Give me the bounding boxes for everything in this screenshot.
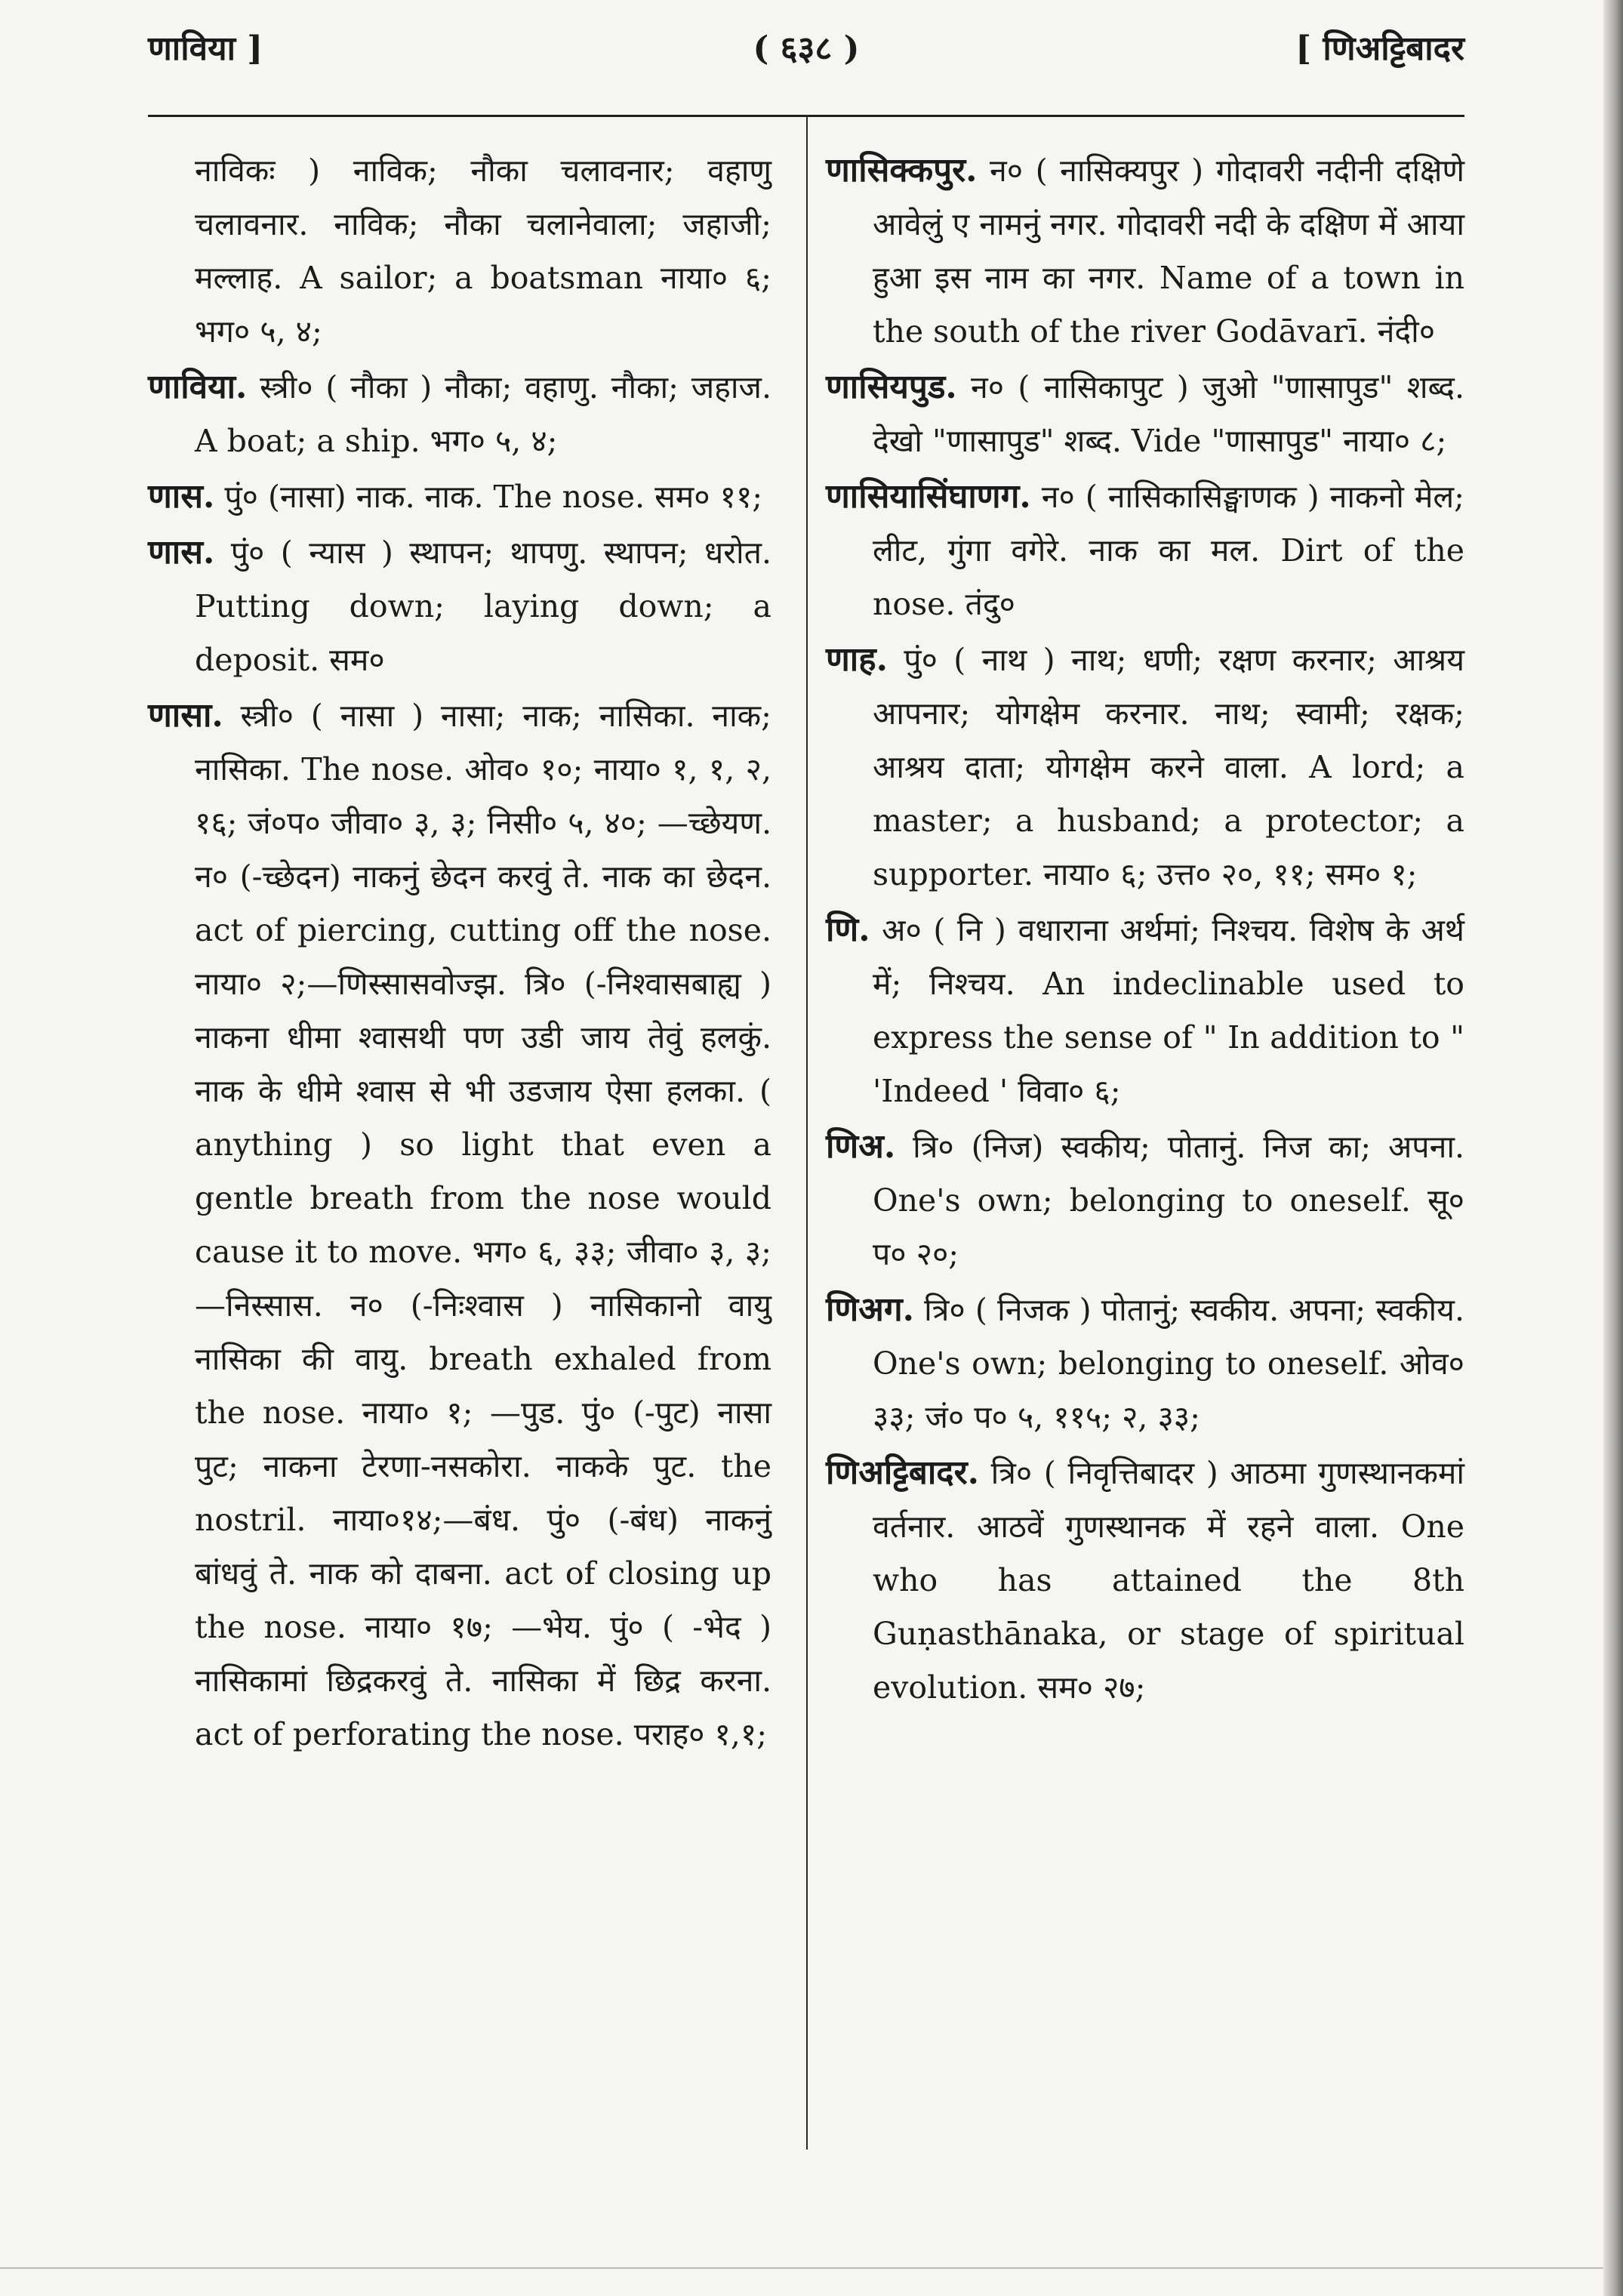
entry-headword: णाविया. — [148, 368, 248, 406]
entry-text: न० ( नासिक्यपुर ) गोदावरी नदीनी दक्षिणे आवेलुं ए नामनुं नगर. गोदावरी नदी के दक्षिण में आया हुआ इस नाम का नगर. Name of a town in the south of the river Godāvarī. नंदी० — [873, 153, 1464, 350]
dictionary-entry — [148, 689, 771, 1761]
entry-text: पुं० (नासा) नाक. नाक. The nose. सम० ११; — [224, 479, 763, 515]
dictionary-entry — [148, 470, 771, 524]
entry-text: त्रि० ( निजक ) पोतानुं; स्वकीय. अपना; स्वकीय. One's own; belonging to oneself. ओव० ३३; जं० प० ५, ११५; २, ३३; — [873, 1292, 1464, 1435]
entry-headword: णिअग. — [826, 1290, 914, 1329]
page-number: ( ६३८ ) — [753, 29, 860, 68]
entry-text: स्त्री० ( नौका ) नौका; वहाणु. नौका; जहाज. A boat; a ship. भग० ५, ४; — [195, 369, 771, 459]
dictionary-entry — [826, 1120, 1464, 1281]
dictionary-entry — [826, 1283, 1464, 1444]
entry-headword: णिअ. — [826, 1127, 896, 1166]
page-header — [148, 24, 1464, 77]
dictionary-entry — [148, 360, 771, 468]
entry-text: न० ( नासिकापुट ) जुओ "णासापुड" शब्द. देखो "णासापुड" शब्द. Vide "णासापुड" नाया० ८; — [873, 369, 1464, 459]
left-column — [148, 143, 771, 1763]
entry-headword: णासिक्कपुर. — [826, 151, 978, 190]
dictionary-entry — [826, 633, 1464, 901]
page-edge-shadow — [1603, 0, 1623, 2296]
dictionary-entry — [826, 470, 1464, 631]
entry-text: अ० ( नि ) वधाराना अर्थमां; निश्चय. विशेष के अर्थ में; निश्चय. An indeclinable used to express the sense of " In addition to " 'Indeed ' विवा० ६; — [873, 912, 1464, 1109]
dictionary-entry — [148, 525, 771, 687]
entry-headword: णि. — [826, 911, 870, 949]
entry-headword: णाह. — [826, 640, 888, 679]
entry-headword: णास. — [148, 533, 215, 572]
entry-text: पुं० ( न्यास ) स्थापन; थापणु. स्थापन; धरोत. Putting down; laying down; a deposit. सम० — [195, 535, 771, 678]
entry-headword: णासियासिंघाणग. — [826, 477, 1031, 516]
header-first-word: णाविया ] — [148, 29, 263, 68]
entry-headword: णास. — [148, 477, 215, 516]
dictionary-entry — [826, 1446, 1464, 1715]
dictionary-entry — [148, 143, 771, 359]
entry-text: त्रि० ( निवृत्तिबादर ) आठमा गुणस्थानकमां वर्तनार. आठवें गुणस्थानक में रहने वाला. One who has attained the 8th Guṇasthānaka, or stage of spiritual evolution. सम० २७; — [873, 1455, 1464, 1706]
header-last-word: [ णिअट्टिबादर — [1295, 29, 1464, 68]
entry-text: पुं० ( नाथ ) नाथ; धणी; रक्षण करनार; आश्रय आपनार; योगक्षेम करनार. नाथ; स्वामी; रक्षक; आश्रय दाता; योगक्षेम करने वाला. A lord; a master; a husband; a protector; a supporter. नाया० ६; उत्त० २०, ११; सम० १; — [873, 642, 1464, 892]
entry-headword: णासियपुड. — [826, 368, 957, 406]
dictionary-entry — [826, 143, 1464, 359]
right-column — [826, 143, 1464, 1716]
column-divider — [806, 115, 808, 2150]
entry-text: नाविकः ) नाविक; नौका चलावनार; वहाणु चलावनार. नाविक; नौका चलानेवाला; जहाजी; मल्लाह. A sailor; a boatsman नाया० ६; भग० ५, ४; — [195, 153, 771, 350]
entry-headword: णिअट्टिबादर. — [826, 1453, 979, 1492]
dictionary-entry — [826, 360, 1464, 468]
entry-headword: णासा. — [148, 696, 223, 735]
entry-text: त्रि० (निज) स्वकीय; पोतानुं. निज का; अपना. One's own; belonging to oneself. सू० प० २०; — [873, 1129, 1464, 1272]
bottom-edge-line — [0, 2267, 1603, 2269]
entry-text: न० ( नासिकासिङ्घाणक ) नाकनो मेल; लीट, गुंगा वगेरे. नाक का मल. Dirt of the nose. तंदु० — [873, 479, 1464, 622]
dictionary-entry — [826, 903, 1464, 1118]
entry-text: स्त्री० ( नासा ) नासा; नाक; नासिका. नाक; नासिका. The nose. ओव० १०; नाया० १, १, २, १६; जं०प० जीवा० ३, ३; निसी० ५, ४०; —च्छेयण. न० (-च्छेदन) नाकनुं छेदन करवुं ते. नाक का छेदन. act of piercing, cutting off the nose. नाया० २;—णिस्सासवोज्झ. त्रि० (-निश्वासबाह्य ) नाकना धीमा श्वासथी पण उडी जाय तेवुं हलकुं. नाक के धीमे श्वास से भी उडजाय ऐसा हलका. ( anything ) so light that even a gentle breath from the nose would cause it to move. भग० ६, ३३; जीवा० ३, ३; —निस्सास. न० (-निःश्वास ) नासिकानो वायु नासिका की वायु. breath exhaled from the nose. नाया० १; —पुड. पुं० (-पुट) नासा पुट; नाकना टेरणा-नसकोरा. नाकके पुट. the nostril. नाया०१४;—बंध. पुं० (-बंध) नाकनुं बांधवुं ते. नाक को दाबना. act of closing up the nose. नाया० १७; —भेय. पुं० ( -भेद ) नासिकामां छिद्रकरवुं ते. नासिका में छिद्र करना. act of perforating the nose. पराह० १,१; — [195, 698, 771, 1752]
